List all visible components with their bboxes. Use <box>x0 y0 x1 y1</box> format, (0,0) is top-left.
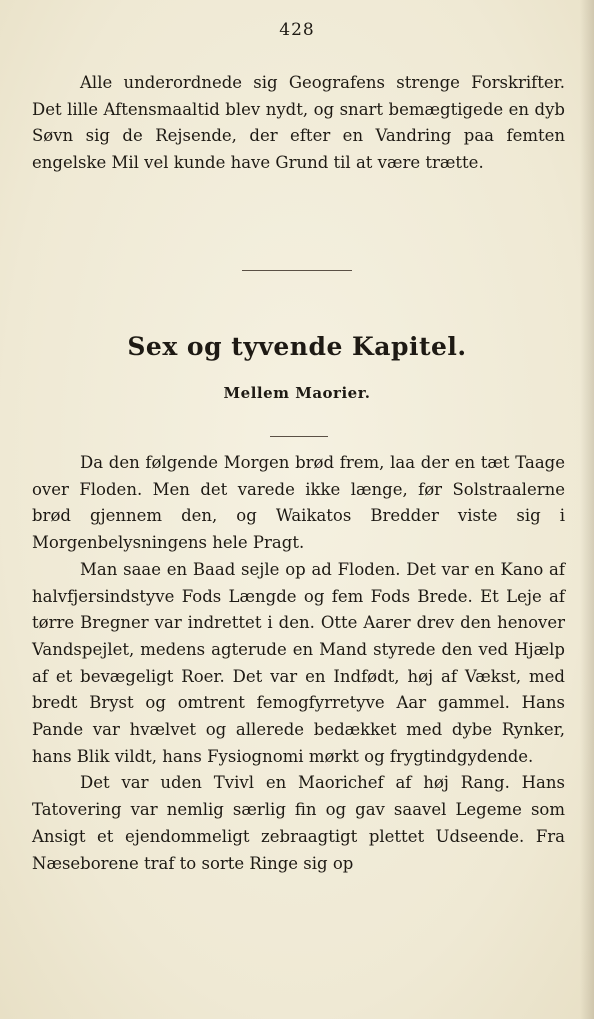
chapter-title: Sex og tyvende Kapitel. <box>127 332 467 361</box>
subtitle-divider <box>270 436 328 437</box>
text-block-chapter <box>32 450 565 877</box>
page-edge-shadow <box>580 0 594 1019</box>
paragraph: Det var uden Tvivl en Maorichef af høj Rang. Hans Tatovering var nemlig særlig fin og gav saavel Legeme som Ansigt et ejendommeligt zebraagtigt plettet Udseende. Fra Næseborene traf to sorte Ringe sig op <box>32 773 565 873</box>
paragraph: Alle underordnede sig Geografens strenge Forskrifter. Det lille Aftensmaaltid blev nydt, og snart bemægtigede en dyb Søvn sig de Rejsende, der efter en Vandring paa femten engelske Mil vel kunde have Grund til at være trætte. <box>32 73 565 173</box>
page-number: 428 <box>279 20 315 40</box>
paragraph: Da den følgende Morgen brød frem, laa der en tæt Taage over Floden. Men det varede ikke længe, før Solstraalerne brød gjennem den, og Waikatos Bredder viste sig i Morgenbelysningens hele Pragt. <box>32 453 565 553</box>
paragraph: Man saae en Baad sejle op ad Floden. Det var en Kano af halvfjersindstyve Fods Længde og fem Fods Brede. Et Leje af tørre Bregner var indrettet i den. Otte Aarer drev den henover Vandspejlet, medens agterude en Mand styrede den ved Hjælp af et bevægeligt Roer. Det var en Indfødt, høj af Vækst, med bredt Bryst og omtrent femogfyrretyve Aar gammel. Hans Pande var hvælvet og allerede bedækket med dybe Rynker, hans Blik vildt, hans Fysiognomi mørkt og frygtindgydende. <box>32 559 565 766</box>
text-block-top <box>32 70 565 177</box>
section-divider <box>242 270 352 271</box>
chapter-subtitle: Mellem Maorier. <box>223 384 371 402</box>
